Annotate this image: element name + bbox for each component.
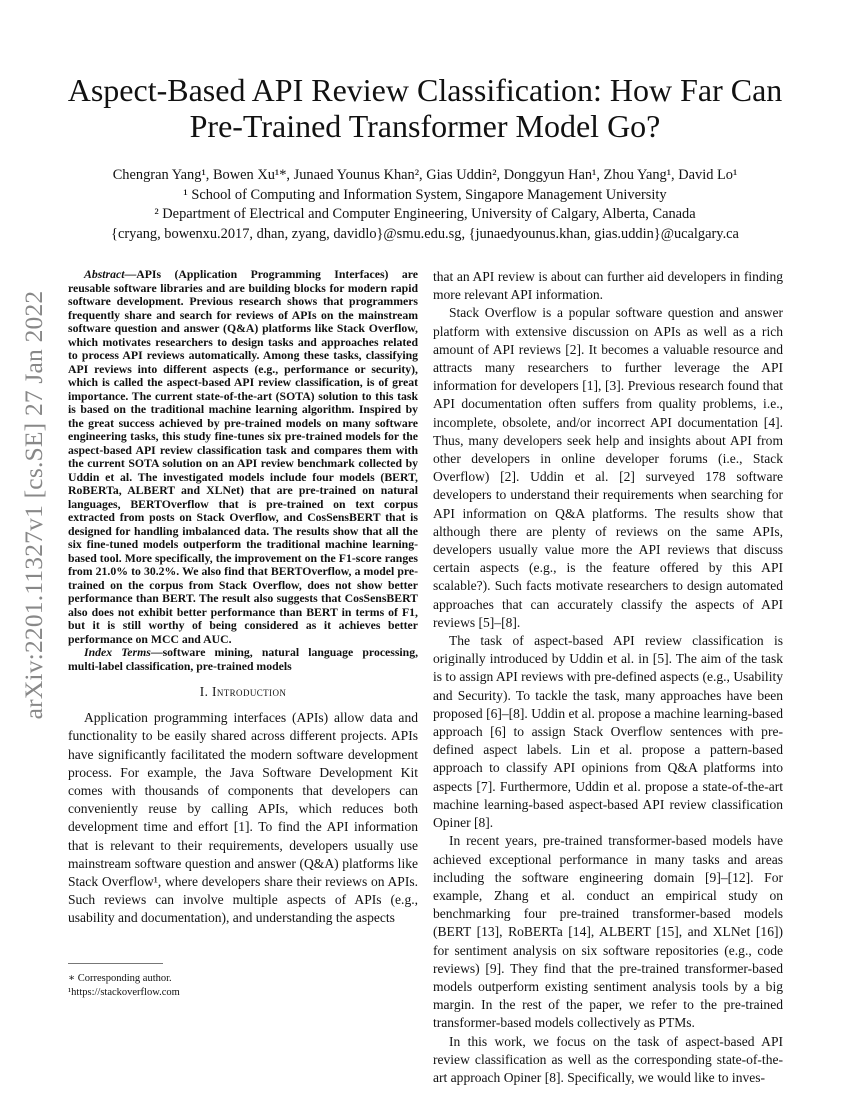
footnotes	[68, 972, 418, 1000]
index-terms-text: —software mining, natural language processing, multi-label classification, pre-trained models	[68, 646, 419, 673]
abstract-text: —APIs (Application Programming Interfaces) are reusable software libraries and are building blocks for modern rapid software development. Previous research shows that programmers frequently share and search for reviews of APIs on the mainstream software question and answer (Q&A) platforms like Stack Overflow, which motivates researchers to design tasks and approaches related to process API reviews automatically. Among these tasks, classifying API reviews into different aspects (e.g., performance or security), which is called the aspect-based API review classification, is of great importance. The current state-of-the-art (SOTA) solution to this task is based on the traditional machine learning algorithm. Inspired by the great success achieved by pre-trained models on many software engineering tasks, this study fine-tunes six pre-trained models for the aspect-based API review classification task and compares them with the current SOTA solution on an API review benchmark collected by Uddin et al. The investigated models include four models (BERT, RoBERTa, ALBERT and XLNet) that are pre-trained on natural languages, BERTOverflow that is pre-trained on text corpus extracted from posts on Stack Overflow, and CosSensBERT that is designed for handling imbalanced data. The results show that all the six fine-tuned models outperform the traditional machine learning-based tool. More specifically, the improvement on the F1-score ranges from 21.0% to 30.2%. We also find that BERTOverflow, a model pre-trained on the corpus from Stack Overflow, does not show better performance than BERT. The result also suggests that CosSensBERT also does not exhibit better performance than BERT in terms of F1, but it is still worthy of being considered as it achieves better performance on MCC and AUC.	[68, 268, 418, 646]
abstract	[68, 268, 418, 673]
right-paragraph-4: In recent years, pre-trained transformer-based models have achieved exceptional performance in many tasks and areas including the software engineering domain [9]–[12]. For example, Zhang et al. conduct an empirical study on benchmarking four pre-trained transformer-based models (BERT [13], RoBERTa [14], ALBERT [15], and XLNet [16]) for sentiment analysis on six software repositories (e.g., code reviews) [9]. They find that the pre-trained transformer-based models outperform existing sentiment analysis tools by a big margin. In the rest of the paper, we refer to the pre-trained transformer-based models collectively as PTMs.	[433, 833, 783, 1031]
arxiv-id-text: arXiv:2201.11327v1 [cs.SE] 27 Jan 2022	[19, 290, 48, 720]
right-column	[433, 268, 783, 1087]
right-paragraph-1: that an API review is about can further aid developers in finding more relevant API information.	[433, 269, 783, 303]
footnote-url: ¹https://stackoverflow.com	[68, 987, 180, 998]
footnote-corresponding: ∗ Corresponding author.	[68, 973, 172, 984]
affiliation-1: ¹ School of Computing and Information System, Singapore Management University	[183, 186, 667, 203]
right-paragraph-5: In this work, we focus on the task of aspect-based API review classification as well as the corresponding state-of-the-art approach Opiner [8]. Specifically, we would like to inves-	[433, 1033, 783, 1085]
author-block	[40, 166, 810, 244]
affiliation-2: ² Department of Electrical and Computer Engineering, University of Calgary, Alberta, Canada	[154, 206, 696, 222]
right-paragraph-3: The task of aspect-based API review classification is originally introduced by Uddin et al. in [5]. The aim of the task is to assign API reviews with pre-defined aspects (e.g., Usability and Security). To tackle the task, many approaches have been proposed [6]–[8]. Uddin et al. propose a machine learning-based approach [6] to assign Stack Overflow sentences with pre-defined aspect labels. Lin et al. propose a pattern-based approach to classify API opinions from Q&A platforms into aspects [7]. Furthermore, Uddin et al. propose a state-of-the-art machine learning-based aspect-based API review classification Opiner [8].	[433, 633, 783, 831]
paper-title: Aspect-Based API Review Classification: How Far Can Pre-Trained Transformer Model Go?	[67, 72, 783, 144]
section-heading-introduction: I. Introduction	[199, 684, 287, 699]
intro-paragraph-1: Application programming interfaces (APIs) allow data and functionality to be easily shared across different projects. APIs have significantly facilitated the modern software development process. For example, the Java Software Development Kit comes with thousands of components that developers can conveniently reuse by calling APIs, which reduces both development time and effort [1]. To find the API information that is relevant to their requirements, developers usually use mainstream software question and answer (Q&A) platforms like Stack Overflow¹, where developers share their reviews on APIs. Such reviews can involve multiple aspects of APIs (e.g., usability and documentation), and understanding the aspects	[68, 710, 418, 926]
arxiv-sidebar-identifier	[12, 290, 56, 720]
left-column	[68, 268, 418, 928]
abstract-label: Abstract	[84, 268, 125, 281]
right-paragraph-2: Stack Overflow is a popular software question and answer platform with extensive discussion on APIs as well as a rich amount of API reviews [2]. It becomes a valuable resource and attracts many researchers to further leverage the API information for developers [1], [3]. Previous research found that API documentation often suffers from quality problems, i.e., incomplete, obsolete, and/or incorrect API documentation [4]. Thus, many developers seek help and insights about API from other developers in online developer forums (i.e., Stack Overflow) [2]. Uddin et al. [2] surveyed 178 software developers to understand their requirements when searching for API information on Q&A platforms. The results show that although there are plenty of reviews on the same APIs, developers usually value more the API reviews that discuss certain aspects (e.g., is the feature offered by this API scalable?). Such facts motivate researchers to design automated approaches that can accurately classify the aspects of API reviews [5]–[8].	[433, 305, 783, 630]
index-terms-label: Index Terms	[84, 646, 151, 659]
footnote-divider	[68, 963, 163, 964]
author-list: Chengran Yang¹, Bowen Xu¹*, Junaed Younus Khan², Gias Uddin², Donggyun Han¹, Zhou Yang¹, David Lo¹	[112, 167, 738, 183]
author-emails: {cryang, bowenxu.2017, dhan, zyang, davidlo}@smu.edu.sg, {junaedyounus.khan, gias.uddin}@ucalgary.ca	[111, 225, 739, 242]
